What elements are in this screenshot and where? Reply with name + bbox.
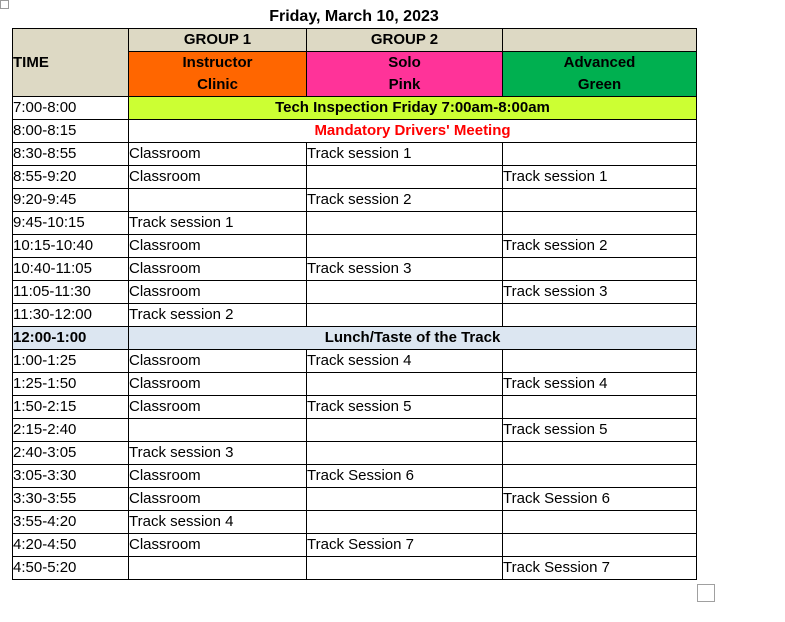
group-2-cell (307, 511, 503, 534)
group-1-cell: Track session 2 (129, 304, 307, 327)
group-1-cell (129, 419, 307, 442)
table-resize-handle[interactable] (697, 584, 715, 602)
schedule-row (13, 235, 697, 258)
group-2-cell: Track Session 7 (307, 534, 503, 557)
group-1-cell: Track session 3 (129, 442, 307, 465)
group-3-cell: Track session 1 (503, 166, 697, 189)
tech-inspection-row (13, 97, 697, 120)
advanced-green-header (503, 52, 697, 97)
drivers-meeting-text: Mandatory Drivers' Meeting (129, 120, 697, 143)
solo-pink-header (307, 52, 503, 97)
schedule-row (13, 304, 697, 327)
time-cell: 3:30-3:55 (13, 488, 129, 511)
schedule-row (13, 419, 697, 442)
time-cell: 3:55-4:20 (13, 511, 129, 534)
group-2-cell: Track session 1 (307, 143, 503, 166)
schedule-row (13, 534, 697, 557)
group-3-cell: Track Session 7 (503, 557, 697, 580)
group-2-cell: Track session 3 (307, 258, 503, 281)
schedule-row (13, 166, 697, 189)
group-3-cell (503, 258, 697, 281)
group-2-cell (307, 235, 503, 258)
group-1-cell: Track session 4 (129, 511, 307, 534)
class-name-line1: Advanced (563, 54, 636, 71)
group-2-cell (307, 557, 503, 580)
schedule-row (13, 488, 697, 511)
group-1-cell: Classroom (129, 281, 307, 304)
time-cell: 9:45-10:15 (13, 212, 129, 235)
time-cell: 2:40-3:05 (13, 442, 129, 465)
group-2-header: GROUP 2 (307, 29, 503, 52)
lunch-row (13, 327, 697, 350)
group-1-cell: Classroom (129, 488, 307, 511)
group-1-header: GROUP 1 (129, 29, 307, 52)
group-3-header (503, 29, 697, 52)
schedule-row (13, 511, 697, 534)
schedule-row (13, 557, 697, 580)
time-cell: 8:55-9:20 (13, 166, 129, 189)
time-cell: 1:00-1:25 (13, 350, 129, 373)
group-1-cell: Track session 1 (129, 212, 307, 235)
group-2-cell (307, 488, 503, 511)
schedule-table (12, 28, 697, 580)
page-title: Friday, March 10, 2023 (269, 8, 439, 25)
group-2-cell (307, 281, 503, 304)
time-column-header: TIME (13, 29, 129, 97)
time-cell: 11:30-12:00 (13, 304, 129, 327)
group-1-cell: Classroom (129, 235, 307, 258)
group-3-cell (503, 511, 697, 534)
group-3-cell: Track session 2 (503, 235, 697, 258)
time-cell: 10:15-10:40 (13, 235, 129, 258)
schedule-row (13, 281, 697, 304)
group-1-cell: Classroom (129, 373, 307, 396)
time-cell: 4:20-4:50 (13, 534, 129, 557)
group-1-cell: Classroom (129, 143, 307, 166)
group-3-cell (503, 442, 697, 465)
group-3-cell (503, 534, 697, 557)
class-name-line2: Clinic (197, 76, 238, 93)
time-cell: 8:00-8:15 (13, 120, 129, 143)
time-cell: 9:20-9:45 (13, 189, 129, 212)
group-header-row (13, 29, 697, 52)
group-3-cell: Track session 5 (503, 419, 697, 442)
group-1-cell: Classroom (129, 396, 307, 419)
time-cell: 10:40-11:05 (13, 258, 129, 281)
schedule-row (13, 373, 697, 396)
schedule-row (13, 465, 697, 488)
lunch-time-cell: 12:00-1:00 (13, 327, 129, 350)
group-1-cell: Classroom (129, 350, 307, 373)
class-name-line1: Solo (388, 54, 421, 71)
group-3-cell (503, 143, 697, 166)
group-3-cell (503, 304, 697, 327)
group-3-cell (503, 212, 697, 235)
group-1-cell (129, 189, 307, 212)
schedule-row (13, 189, 697, 212)
time-cell: 11:05-11:30 (13, 281, 129, 304)
schedule-row (13, 258, 697, 281)
group-3-cell (503, 350, 697, 373)
group-2-cell (307, 373, 503, 396)
class-name-line2: Pink (388, 76, 421, 93)
group-2-cell: Track session 5 (307, 396, 503, 419)
group-2-cell (307, 166, 503, 189)
group-3-cell (503, 396, 697, 419)
schedule-row (13, 212, 697, 235)
group-2-cell (307, 442, 503, 465)
schedule-row (13, 350, 697, 373)
group-1-cell: Classroom (129, 166, 307, 189)
schedule-row (13, 143, 697, 166)
group-2-cell (307, 212, 503, 235)
group-2-cell: Track Session 6 (307, 465, 503, 488)
group-2-cell (307, 304, 503, 327)
group-1-cell (129, 557, 307, 580)
group-2-cell: Track session 4 (307, 350, 503, 373)
group-3-cell (503, 465, 697, 488)
time-cell: 8:30-8:55 (13, 143, 129, 166)
time-cell: 7:00-8:00 (13, 97, 129, 120)
time-cell: 3:05-3:30 (13, 465, 129, 488)
time-cell: 2:15-2:40 (13, 419, 129, 442)
time-cell: 1:25-1:50 (13, 373, 129, 396)
group-3-cell: Track session 4 (503, 373, 697, 396)
schedule-row (13, 442, 697, 465)
time-cell: 1:50-2:15 (13, 396, 129, 419)
group-1-cell: Classroom (129, 258, 307, 281)
group-3-cell: Track Session 6 (503, 488, 697, 511)
group-3-cell: Track session 3 (503, 281, 697, 304)
group-1-cell: Classroom (129, 534, 307, 557)
table-move-handle[interactable] (0, 0, 9, 9)
group-3-cell (503, 189, 697, 212)
class-name-line1: Instructor (182, 54, 253, 71)
instructor-clinic-header (129, 52, 307, 97)
schedule-row (13, 396, 697, 419)
group-2-cell (307, 419, 503, 442)
tech-inspection-bar: Tech Inspection Friday 7:00am-8:00am (129, 97, 697, 120)
group-1-cell: Classroom (129, 465, 307, 488)
drivers-meeting-row (13, 120, 697, 143)
group-2-cell: Track session 2 (307, 189, 503, 212)
lunch-text: Lunch/Taste of the Track (129, 327, 697, 350)
class-name-line2: Green (577, 76, 622, 93)
time-cell: 4:50-5:20 (13, 557, 129, 580)
